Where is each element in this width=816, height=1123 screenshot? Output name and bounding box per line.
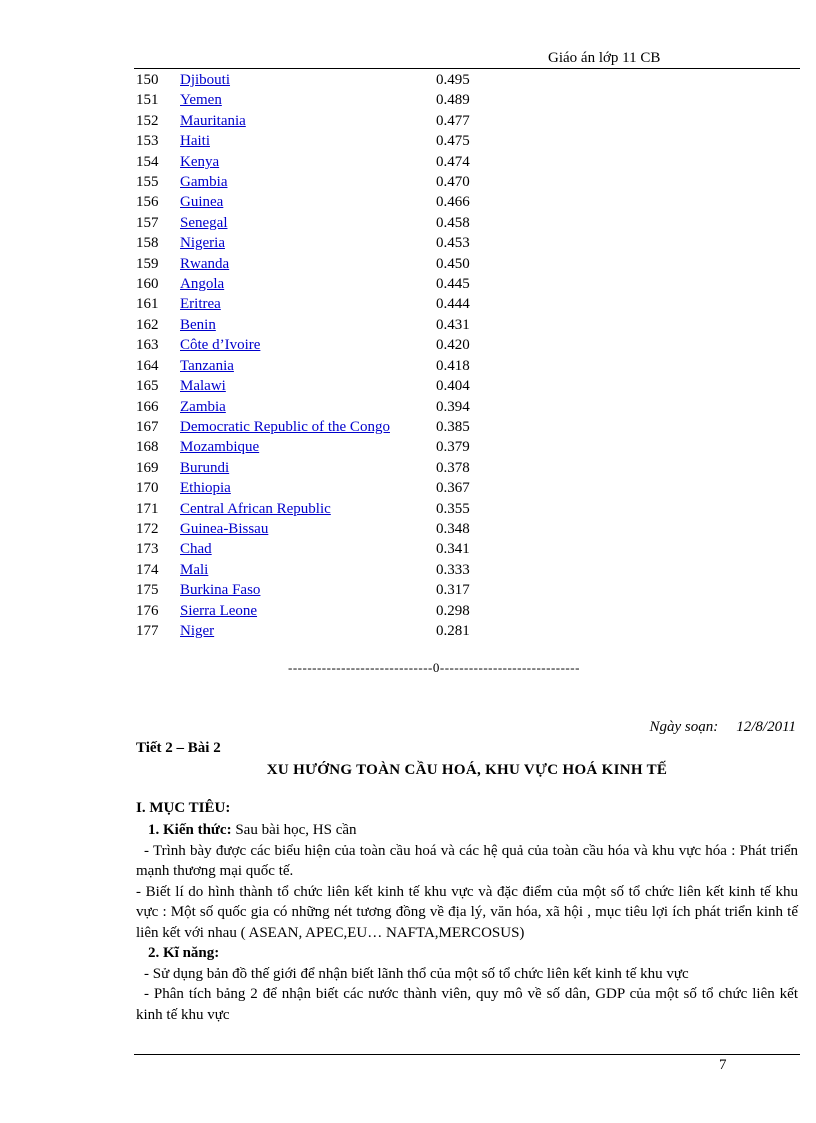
date-line (650, 719, 796, 736)
table-row (136, 478, 496, 498)
rank-cell: 153 (136, 133, 159, 150)
country-link[interactable]: Côte d’Ivoire (180, 337, 261, 354)
date-value: 12/8/2011 (736, 719, 796, 735)
country-link[interactable]: Central African Republic (180, 500, 331, 517)
country-link[interactable]: Angola (180, 276, 225, 293)
table-row (136, 213, 496, 233)
rank-cell: 160 (136, 276, 159, 293)
table-row (136, 601, 496, 621)
country-link[interactable]: Nigeria (180, 235, 225, 252)
knowledge-intro: Sau bài học, HS cần (231, 822, 357, 838)
table-row (136, 131, 496, 151)
hdi-value-cell: 0.333 (436, 561, 470, 578)
hdi-value-cell: 0.453 (436, 235, 470, 252)
hdi-value-cell: 0.431 (436, 316, 470, 333)
table-row (136, 70, 496, 90)
lesson-title: XU HƯỚNG TOÀN CẦU HOÁ, KHU VỰC HOÁ KINH TẾ (266, 762, 668, 778)
hdi-value-cell: 0.445 (436, 276, 470, 293)
country-link[interactable]: Mauritania (180, 112, 246, 129)
country-link[interactable]: Eritrea (180, 296, 221, 313)
lesson-body (136, 820, 798, 1025)
table-row (136, 519, 496, 539)
hdi-value-cell: 0.458 (436, 214, 470, 231)
hdi-value-cell: 0.495 (436, 72, 470, 88)
skills-paragraph (136, 943, 798, 964)
country-link[interactable]: Zambia (180, 398, 226, 415)
rank-cell: 171 (136, 500, 159, 517)
table-row (136, 111, 496, 131)
rank-cell: 157 (136, 214, 159, 231)
header-text: Giáo án lớp 11 CB (548, 50, 661, 66)
hdi-value-cell: 0.444 (436, 296, 470, 313)
country-link[interactable]: Burundi (180, 459, 230, 476)
country-link[interactable]: Gambia (180, 174, 228, 191)
rank-cell: 173 (136, 541, 159, 558)
lesson-label: Tiết 2 – Bài 2 (136, 740, 221, 756)
table-row (136, 580, 496, 600)
hdi-value-cell: 0.420 (436, 337, 470, 354)
table-row (136, 499, 496, 519)
country-link[interactable]: Benin (180, 316, 216, 333)
hdi-value-cell: 0.475 (436, 133, 470, 150)
hdi-table-body (136, 70, 496, 641)
hdi-value-cell: 0.378 (436, 459, 470, 476)
knowledge-paragraph (136, 820, 798, 841)
rank-cell: 151 (136, 92, 159, 109)
hdi-value-cell: 0.317 (436, 582, 470, 599)
hdi-value-cell: 0.450 (436, 255, 470, 272)
rank-cell: 166 (136, 398, 159, 415)
rank-cell: 172 (136, 520, 159, 537)
hdi-value-cell: 0.348 (436, 520, 470, 537)
rank-cell: 177 (136, 622, 159, 639)
country-link[interactable]: Chad (180, 541, 212, 558)
table-row (136, 315, 496, 335)
country-link[interactable]: Niger (180, 622, 215, 639)
table-row (136, 376, 496, 396)
rank-cell: 155 (136, 174, 159, 191)
rank-cell: 175 (136, 582, 159, 599)
country-link[interactable]: Djibouti (180, 72, 231, 88)
hdi-value-cell: 0.474 (436, 153, 470, 170)
skills-point-1: - Sử dụng bản đồ thế giới để nhận biết lãnh thổ của một số tổ chức liên kết kinh tế khu vực (144, 965, 689, 982)
rank-cell: 174 (136, 561, 159, 578)
table-row (136, 458, 496, 478)
hdi-value-cell: 0.404 (436, 378, 470, 395)
hdi-value-cell: 0.367 (436, 480, 470, 497)
hdi-value-cell: 0.489 (436, 92, 470, 109)
table-row (136, 192, 496, 212)
country-link[interactable]: Guinea-Bissau (180, 520, 269, 537)
rank-cell: 167 (136, 418, 159, 435)
hdi-table (136, 70, 496, 641)
table-row (136, 417, 496, 437)
hdi-value-cell: 0.379 (436, 439, 470, 456)
knowledge-point-2: - Biết lí do hình thành tổ chức liên kết kinh tế khu vực và đặc điểm của một số tổ chức liên kết kinh tế khu vực : Một số quốc gia có những nét tương đồng về địa lý, văn hóa, xã hội , mục tiêu lợi ích phát triển kinh tế liên kết với nhau ( ASEAN, APEC,EU… NAFTA,MERCOSUS) (136, 883, 798, 941)
skills-point-2: - Phân tích bảng 2 để nhận biết các nước thành viên, quy mô về số dân, GDP của một số tổ chức liên kết kinh tế khu vực (136, 986, 798, 1023)
country-link[interactable]: Malawi (180, 378, 226, 395)
hdi-value-cell: 0.281 (436, 622, 470, 639)
rank-cell: 162 (136, 316, 159, 333)
table-row (136, 539, 496, 559)
country-link[interactable]: Guinea (180, 194, 224, 211)
table-row (136, 621, 496, 641)
rank-cell: 163 (136, 337, 159, 354)
rank-cell: 168 (136, 439, 159, 456)
table-row (136, 335, 496, 355)
hdi-value-cell: 0.341 (436, 541, 470, 558)
country-link[interactable]: Democratic Republic of the Congo (180, 418, 390, 435)
table-row (136, 152, 496, 172)
table-row (136, 254, 496, 274)
hdi-value-cell: 0.394 (436, 398, 470, 415)
date-label: Ngày soạn: (649, 719, 719, 735)
table-row (136, 90, 496, 110)
country-link[interactable]: Senegal (180, 214, 228, 231)
page-number: 7 (719, 1057, 727, 1073)
country-link[interactable]: Burkina Faso (180, 582, 261, 599)
knowledge-heading: 1. Kiến thức: (148, 822, 232, 838)
rank-cell: 169 (136, 459, 159, 476)
skills-heading: 2. Kĩ năng: (148, 945, 220, 961)
rank-cell: 159 (136, 255, 159, 272)
rank-cell: 164 (136, 357, 159, 374)
hdi-value-cell: 0.355 (436, 500, 470, 517)
rank-cell: 156 (136, 194, 159, 211)
rank-cell: 152 (136, 112, 159, 129)
header-rule (134, 68, 800, 69)
country-link[interactable]: Yemen (180, 92, 222, 109)
table-row (136, 437, 496, 457)
rank-cell: 170 (136, 480, 159, 497)
country-link[interactable]: Ethiopia (180, 480, 231, 497)
rank-cell: 165 (136, 378, 159, 395)
rank-cell: 154 (136, 153, 159, 170)
table-row (136, 397, 496, 417)
section-heading-objectives: I. MỤC TIÊU: (136, 800, 231, 816)
table-row (136, 356, 496, 376)
rank-cell: 158 (136, 235, 159, 252)
footer-rule (134, 1054, 800, 1055)
table-row (136, 233, 496, 253)
hdi-value-cell: 0.385 (436, 418, 470, 435)
rank-cell: 176 (136, 602, 159, 619)
section-separator: ------------------------------0----------------------------- (288, 660, 580, 675)
table-row (136, 172, 496, 192)
hdi-value-cell: 0.298 (436, 602, 470, 619)
hdi-value-cell: 0.466 (436, 194, 470, 211)
hdi-value-cell: 0.470 (436, 174, 470, 191)
hdi-value-cell: 0.477 (436, 112, 470, 129)
country-link[interactable]: Mozambique (180, 439, 260, 456)
country-link[interactable]: Rwanda (180, 255, 230, 272)
country-link[interactable]: Mali (180, 561, 209, 578)
hdi-value-cell: 0.418 (436, 357, 470, 374)
country-link[interactable]: Kenya (180, 153, 220, 170)
table-row (136, 294, 496, 314)
table-row (136, 274, 496, 294)
rank-cell: 161 (136, 296, 159, 313)
table-row (136, 560, 496, 580)
rank-cell: 150 (136, 72, 159, 88)
knowledge-point-1: - Trình bày được các biểu hiện của toàn cầu hoá và các hệ quả của toàn cầu hóa và khu vực hóa : Phát triển mạnh thương mại quốc tế. (136, 842, 798, 879)
country-link[interactable]: Tanzania (180, 357, 234, 374)
country-link[interactable]: Sierra Leone (180, 602, 258, 619)
country-link[interactable]: Haiti (180, 133, 210, 150)
